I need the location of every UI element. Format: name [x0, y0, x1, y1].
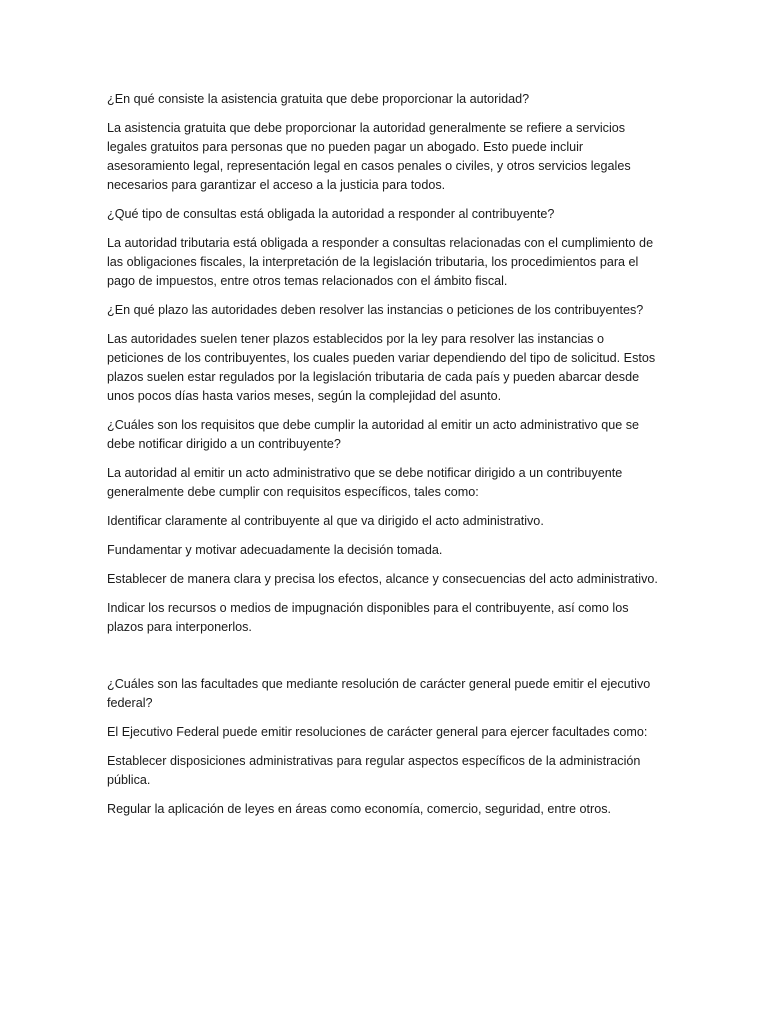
faculty-item-regulate-laws: Regular la aplicación de leyes en áreas como economía, comercio, seguridad, entre otros. [107, 802, 612, 816]
answer-free-assistance: La asistencia gratuita que debe proporcionar la autoridad generalmente se refiere a servicios legales gratuitos para personas que no pueden pagar un abogado. Esto puede incluir asesoramiento legal, representación legal en casos penales o civiles, y otros servicios legales necesarios para garantizar el acceso a la justicia para todos. [107, 121, 631, 192]
question-consultations: ¿Qué tipo de consultas está obligada la autoridad a responder al contribuyente? [107, 207, 555, 221]
requirement-item-justify: Fundamentar y motivar adecuadamente la decisión tomada. [107, 543, 443, 557]
question-faculties: ¿Cuáles son las facultades que mediante resolución de carácter general puede emitir el ejecutivo federal? [107, 677, 651, 710]
requirement-item-effects: Establecer de manera clara y precisa los efectos, alcance y consecuencias del acto administrativo. [107, 572, 658, 586]
answer-consultations: La autoridad tributaria está obligada a responder a consultas relacionadas con el cumplimiento de las obligaciones fiscales, la interpretación de la legislación tributaria, los procedimientos para el pago de impuestos, entre otros temas relacionados con el ámbito fiscal. [107, 236, 654, 288]
question-free-assistance: ¿En qué consiste la asistencia gratuita que debe proporcionar la autoridad? [107, 92, 530, 106]
requirement-item-identify: Identificar claramente al contribuyente al que va dirigido el acto administrativo. [107, 514, 544, 528]
question-deadlines: ¿En qué plazo las autoridades deben resolver las instancias o peticiones de los contribuyentes? [107, 303, 644, 317]
document-page [107, 90, 663, 829]
answer-faculties: El Ejecutivo Federal puede emitir resoluciones de carácter general para ejercer facultades como: [107, 725, 648, 739]
answer-requirements: La autoridad al emitir un acto administrativo que se debe notificar dirigido a un contribuyente generalmente debe cumplir con requisitos específicos, tales como: [107, 466, 623, 499]
faculty-item-administrative: Establecer disposiciones administrativas para regular aspectos específicos de la administración pública. [107, 754, 641, 787]
question-requirements: ¿Cuáles son los requisitos que debe cumplir la autoridad al emitir un acto administrativo que se debe notificar dirigido a un contribuyente? [107, 418, 640, 451]
answer-deadlines: Las autoridades suelen tener plazos establecidos por la ley para resolver las instancias o peticiones de los contribuyentes, los cuales pueden variar dependiendo del tipo de solicitud. Estos plazos suelen estar regulados por la legislación tributaria de cada país y pueden abarcar desde unos pocos días hasta varios meses, según la complejidad del asunto. [107, 332, 656, 403]
requirement-item-remedies: Indicar los recursos o medios de impugnación disponibles para el contribuyente, así como los plazos para interponerlos. [107, 601, 629, 634]
